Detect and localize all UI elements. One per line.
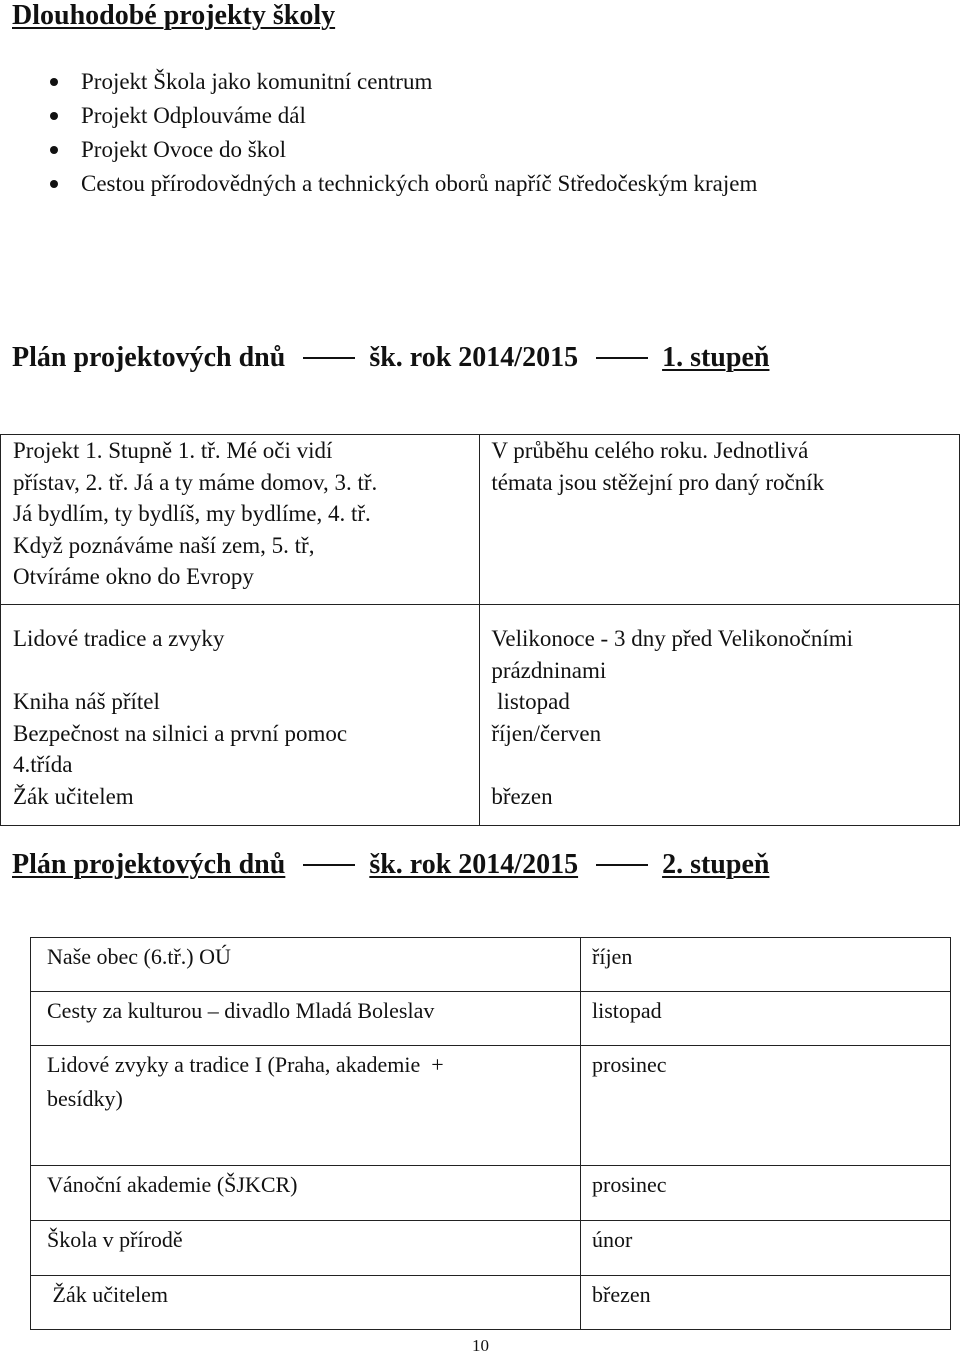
table-row xyxy=(31,1276,951,1330)
event-cell xyxy=(31,1276,581,1330)
table-row xyxy=(31,992,951,1046)
project-cell xyxy=(1,435,480,605)
month-cell xyxy=(581,1046,951,1166)
heading-part: šk. rok 2014/2015 xyxy=(369,849,579,880)
cell-line: Otvíráme okno do Evropy xyxy=(13,564,254,589)
cell-line: Projekt 1. Stupně 1. tř. Mé oči vidí xyxy=(13,438,333,463)
timing-cell xyxy=(480,435,960,605)
cell-line: besídky) xyxy=(47,1086,123,1111)
project-list xyxy=(40,65,757,201)
month-cell xyxy=(581,1221,951,1276)
page-number: 10 xyxy=(472,1336,489,1355)
event-cell xyxy=(31,938,581,992)
cell-line xyxy=(491,749,959,781)
table-row xyxy=(31,1046,951,1166)
month-cell xyxy=(581,992,951,1046)
page-heading: Dlouhodobé projekty školy xyxy=(12,0,336,31)
cell-line: únor xyxy=(592,1227,633,1252)
table-row xyxy=(31,938,951,992)
cell-line: Žák učitelem xyxy=(13,783,134,809)
cell-line: Když poznáváme naší zem, 5. tř, xyxy=(13,532,315,558)
month-cell xyxy=(581,1166,951,1221)
cell-line: Naše obec (6.tř.) OÚ xyxy=(47,944,231,969)
cell-line: listopad xyxy=(491,689,570,714)
table-row xyxy=(31,1166,951,1221)
heading-part: Plán projektových dnů xyxy=(12,849,286,880)
cell-line: Vánoční akademie (ŠJKCR) xyxy=(47,1172,298,1197)
cell-line: Kniha náš přítel xyxy=(13,689,160,714)
event-cell xyxy=(31,1166,581,1221)
heading-part: 1. stupeň xyxy=(662,342,770,373)
table-row xyxy=(31,1221,951,1276)
plan-table-1 xyxy=(0,434,960,826)
list-item: Projekt Škola jako komunitní centrum xyxy=(40,65,757,99)
cell-line: 4.třída xyxy=(13,752,73,777)
cell-line: prosinec xyxy=(592,1052,667,1077)
list-item: Cestou přírodovědných a technických oborů napříč Středočeským krajem xyxy=(40,167,757,201)
cell-line: Cesty za kulturou – divadlo Mladá Boleslav xyxy=(47,998,435,1023)
cell-line: prosinec xyxy=(592,1172,667,1197)
heading-part: 2. stupeň xyxy=(662,849,770,880)
cell-line: témata jsou stěžejní pro daný ročník xyxy=(491,469,825,495)
event-cell xyxy=(31,1046,581,1166)
list-item: Projekt Ovoce do škol xyxy=(40,133,757,167)
month-cell xyxy=(581,1276,951,1330)
table-row xyxy=(1,435,960,605)
cell-line: Bezpečnost na silnici a první pomoc xyxy=(13,720,348,746)
cell-line: listopad xyxy=(592,998,662,1023)
event-cell xyxy=(31,992,581,1046)
event-cell xyxy=(31,1221,581,1276)
table-row xyxy=(1,605,960,826)
cell-line: prázdninami xyxy=(491,657,607,683)
cell-line: březen xyxy=(491,783,553,809)
cell-line: přístav, 2. tř. Já a ty máme domov, 3. tř. xyxy=(13,469,378,495)
cell-line: V průběhu celého roku. Jednotlivá xyxy=(491,438,809,463)
timing-cell xyxy=(480,605,960,826)
plan-table-2 xyxy=(30,937,951,1330)
heading-part: šk. rok 2014/2015 xyxy=(369,342,579,373)
month-cell xyxy=(581,938,951,992)
plan-heading-1 xyxy=(12,341,769,375)
cell-line: říjen xyxy=(592,944,633,969)
cell-line: říjen/červen xyxy=(491,720,602,746)
cell-line: Škola v přírodě xyxy=(47,1227,183,1252)
heading-part: Plán projektových dnů xyxy=(12,342,286,373)
project-cell xyxy=(1,605,480,826)
list-item: Projekt Odplouváme dál xyxy=(40,99,757,133)
cell-line: Já bydlím, ty bydlíš, my bydlíme, 4. tř. xyxy=(13,501,371,526)
plan-heading-2 xyxy=(12,848,769,882)
cell-line: Velikonoce - 3 dny před Velikonočními xyxy=(491,626,854,651)
cell-line: březen xyxy=(592,1282,651,1307)
cell-line: Lidové zvyky a tradice I (Praha, akademie + xyxy=(47,1052,444,1077)
cell-line xyxy=(13,655,479,687)
cell-line: Lidové tradice a zvyky xyxy=(13,626,225,651)
cell-line: Žák učitelem xyxy=(47,1282,168,1307)
